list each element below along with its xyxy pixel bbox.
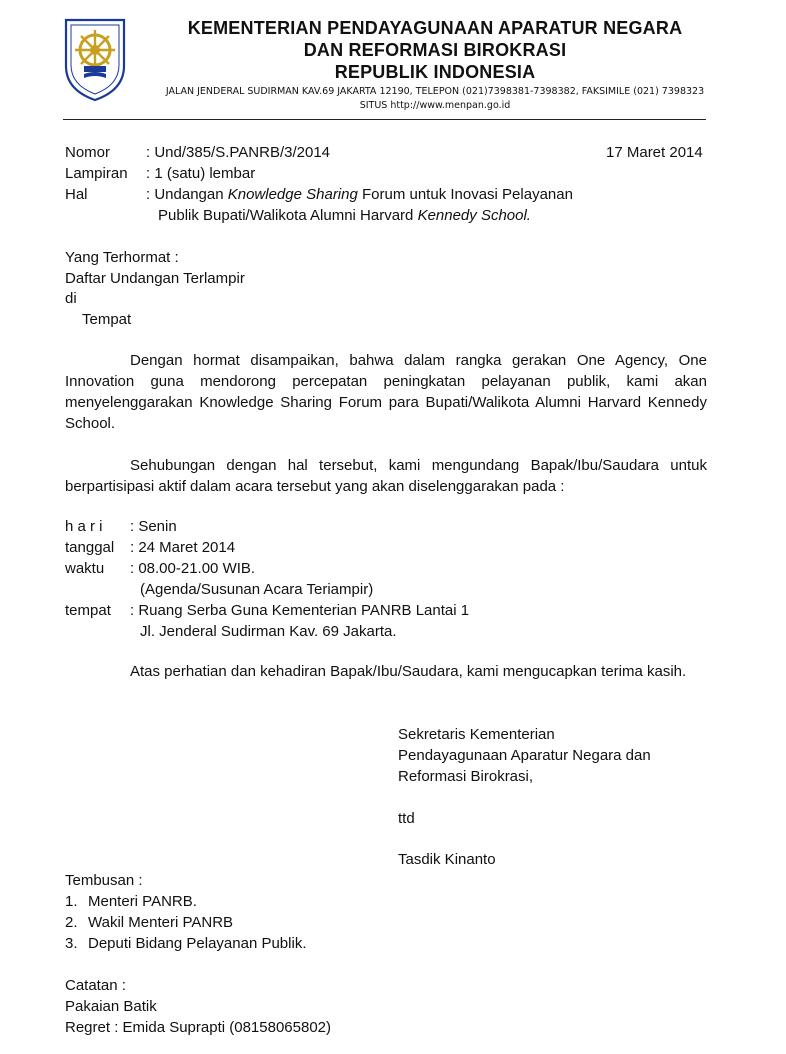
hari-label: h a r i <box>65 518 103 535</box>
waktu-note: (Agenda/Susunan Acara Teriampir) <box>140 581 374 598</box>
nomor-label: Nomor <box>65 144 111 161</box>
waktu-value: : 08.00-21.00 WIB. <box>130 560 256 577</box>
recipient-line2: di <box>65 290 77 307</box>
letterhead-country: REPUBLIK INDONESIA <box>334 62 536 82</box>
hal-italic-knowledge-sharing: Knowledge Sharing <box>227 186 358 203</box>
lampiran-label: Lampiran <box>65 165 128 182</box>
hal-value-line2: Publik Bupati/Walikota Alumni Harvard Kennedy School. <box>158 207 531 224</box>
hal-italic-kennedy-school: Kennedy School. <box>417 207 531 224</box>
letterhead-ministry-name: KEMENTERIAN PENDAYAGUNAAN APARATUR NEGARA <box>187 18 683 38</box>
tembusan-item: 3. Deputi Bidang Pelayanan Publik. <box>65 935 307 952</box>
hari-value: : Senin <box>130 518 177 535</box>
tempat-value: : Ruang Serba Guna Kementerian PANRB Lantai 1 <box>130 602 470 619</box>
signature-name: Tasdik Kinanto <box>398 851 496 868</box>
waktu-label: waktu <box>65 560 105 577</box>
signature-line1: Sekretaris Kementerian <box>398 726 555 743</box>
letterhead-website: SITUS http://www.menpan.go.id <box>359 100 511 111</box>
body-paragraph-1: Dengan hormat disampaikan, bahwa dalam rangka gerakan One Agency, One Innovation guna mendorong percepatan peningkatan pelayanan publik, kami akan menyelenggarakan Knowledge Sharing Forum para Bupati/Walikota Alumni Harvard Kennedy School. <box>65 352 707 432</box>
lampiran-value: : 1 (satu) lembar <box>146 165 256 182</box>
signature-ttd: ttd <box>398 810 415 827</box>
tembusan-title: Tembusan : <box>65 872 143 889</box>
tempat-label: tempat <box>65 602 111 619</box>
letter-date: 17 Maret 2014 <box>606 144 703 161</box>
body-paragraph-3: Atas perhatian dan kehadiran Bapak/Ibu/Saudara, kami mengucapkan terima kasih. <box>130 663 687 680</box>
hal-label: Hal <box>65 186 88 203</box>
recipient-salutation: Yang Terhormat : <box>65 249 179 266</box>
nomor-value: : Und/385/S.PANRB/3/2014 <box>146 144 330 161</box>
tembusan-item: 2. Wakil Menteri PANRB <box>65 914 234 931</box>
tanggal-label: tanggal <box>65 539 115 556</box>
letterhead-rule <box>63 119 706 120</box>
hal-value: : Undangan Knowledge Sharing Forum untuk Inovasi Pelayanan <box>146 186 573 203</box>
signature-line2: Pendayagunaan Aparatur Negara dan <box>398 747 651 764</box>
catatan-line1: Pakaian Batik <box>65 998 157 1015</box>
tanggal-value: : 24 Maret 2014 <box>130 539 236 556</box>
tempat-line2: Jl. Jenderal Sudirman Kav. 69 Jakarta. <box>140 623 397 640</box>
catatan-title: Catatan : <box>65 977 126 994</box>
signature-line3: Reformasi Birokrasi, <box>398 768 534 785</box>
recipient-line1: Daftar Undangan Terlampir <box>65 270 245 287</box>
body-paragraph-2: Sehubungan dengan hal tersebut, kami mengundang Bapak/Ibu/Saudara untuk berpartisipasi aktif dalam acara tersebut yang akan diselenggarakan pada : <box>65 457 707 495</box>
catatan-line2: Regret : Emida Suprapti (08158065802) <box>65 1019 332 1036</box>
recipient-line3: Tempat <box>82 311 132 328</box>
letterhead-ministry-subname: DAN REFORMASI BIROKRASI <box>303 40 567 60</box>
letterhead-address: JALAN JENDERAL SUDIRMAN KAV.69 JAKARTA 12190, TELEPON (021)7398381-7398382, FAKSIMILE (021) 7398323 <box>165 86 705 97</box>
tembusan-item: 1. Menteri PANRB. <box>65 893 197 910</box>
